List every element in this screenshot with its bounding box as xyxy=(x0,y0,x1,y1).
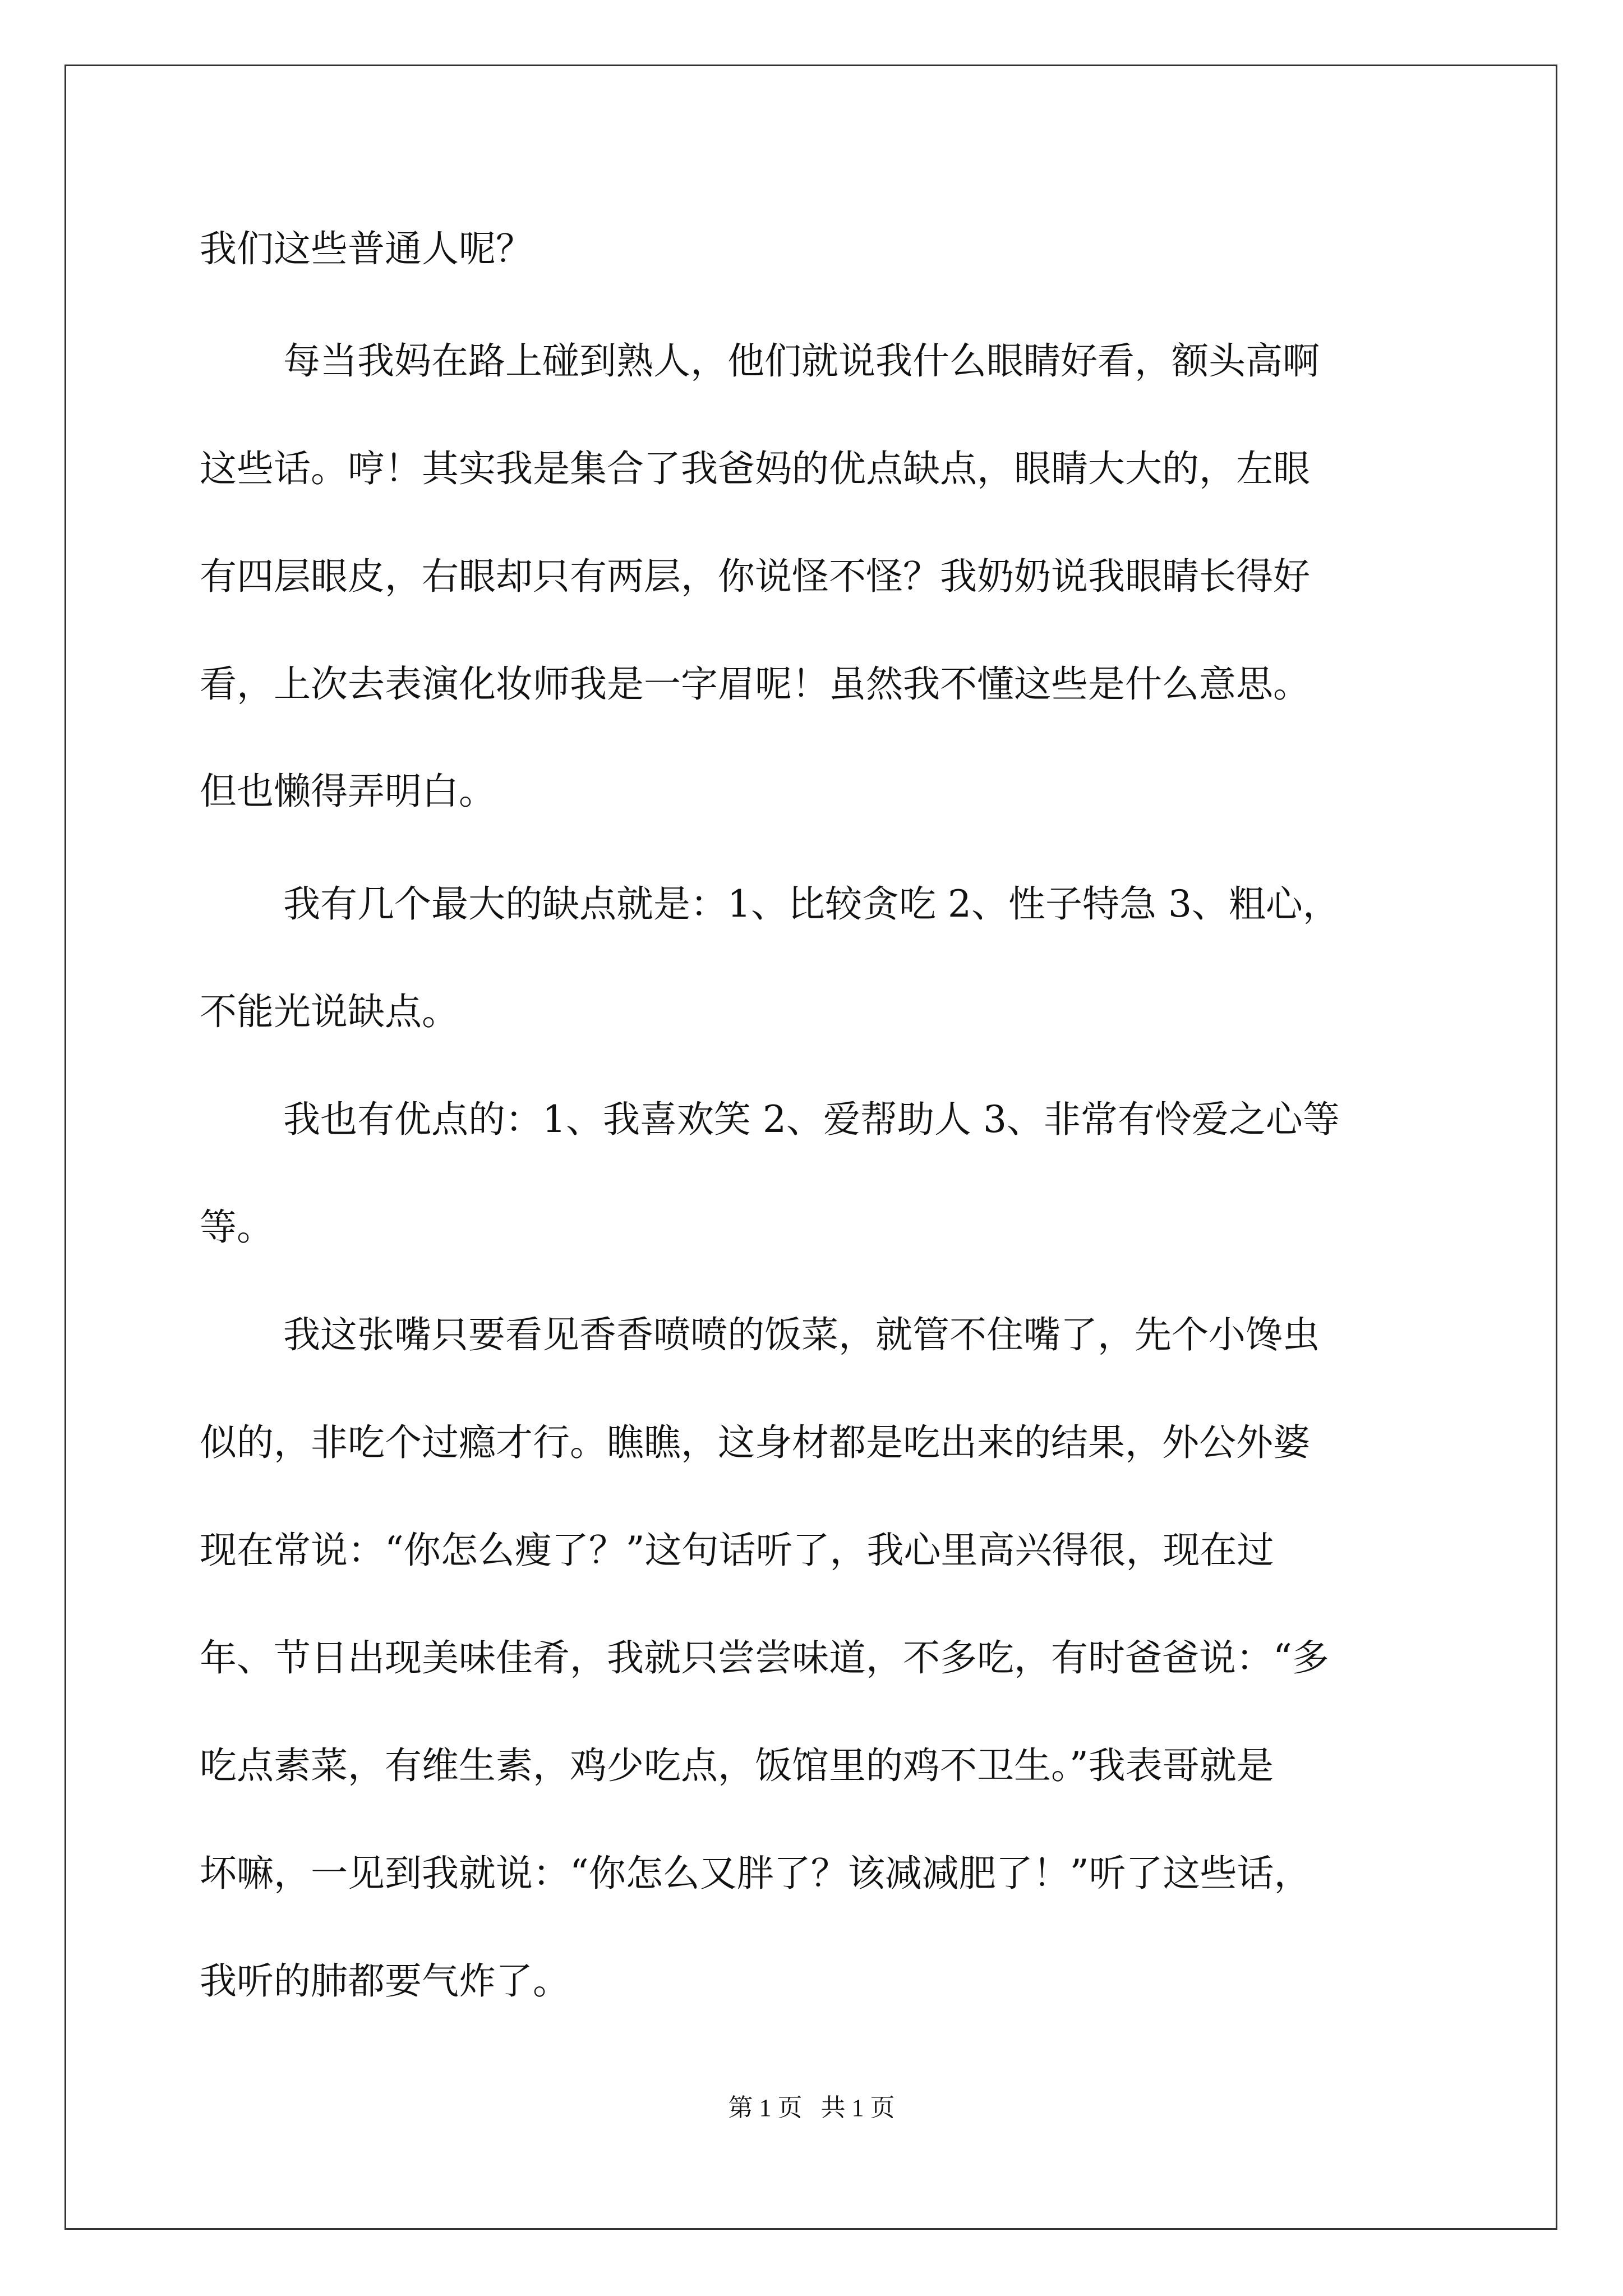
text-line: 每当我妈在路上碰到熟人，他们就说我什么眼睛好看，额头高啊 xyxy=(283,339,1320,383)
text-line: 看，上次去表演化妆师我是一字眉呢！虽然我不懂这些是什么意思。 xyxy=(200,662,1310,706)
text-line: 我们这些普通人呢？ xyxy=(200,227,533,270)
text-line: 但也懒得弄明白。 xyxy=(200,770,496,813)
text-line: 我也有优点的：1、我喜欢笑 2、爱帮助人 3、非常有怜爱之心等 xyxy=(283,1098,1340,1141)
text-line: 有四层眼皮，右眼却只有两层，你说怪不怪？我奶奶说我眼睛长得好 xyxy=(200,555,1310,598)
text-line: 我有几个最大的缺点就是：1、比较贪吃 2、性子特急 3、粗心， xyxy=(283,882,1340,926)
text-line: 我这张嘴只要看见香香喷喷的饭菜，就管不住嘴了，先个小馋虫 xyxy=(283,1313,1320,1356)
page-border xyxy=(64,65,1557,2230)
text-line: 吃点素菜，有维生素，鸡少吃点，饭馆里的鸡不卫生。”我表哥就是 xyxy=(200,1744,1274,1787)
page-number-footer: 第 1 页 共 1 页 xyxy=(728,2094,895,2122)
text-line: 似的，非吃个过瘾才行。瞧瞧，这身材都是吃出来的结果，外公外婆 xyxy=(200,1421,1310,1464)
text-line: 我听的肺都要气炸了。 xyxy=(200,1959,570,2003)
text-line: 年、节日出现美味佳肴，我就只尝尝味道，不多吃，有时爸爸说：“多 xyxy=(200,1636,1329,1680)
text-line: 不能光说缺点。 xyxy=(200,990,459,1033)
text-line: 这些话。哼！其实我是集合了我爸妈的优点缺点，眼睛大大的，左眼 xyxy=(200,447,1310,490)
text-line: 坏嘛，一见到我就说：“你怎么又胖了？该减减肥了！”听了这些话， xyxy=(200,1852,1311,1895)
text-line: 等。 xyxy=(200,1205,274,1249)
text-line: 现在常说：“你怎么瘦了？”这句话听了，我心里高兴得很，现在过 xyxy=(200,1529,1274,1572)
